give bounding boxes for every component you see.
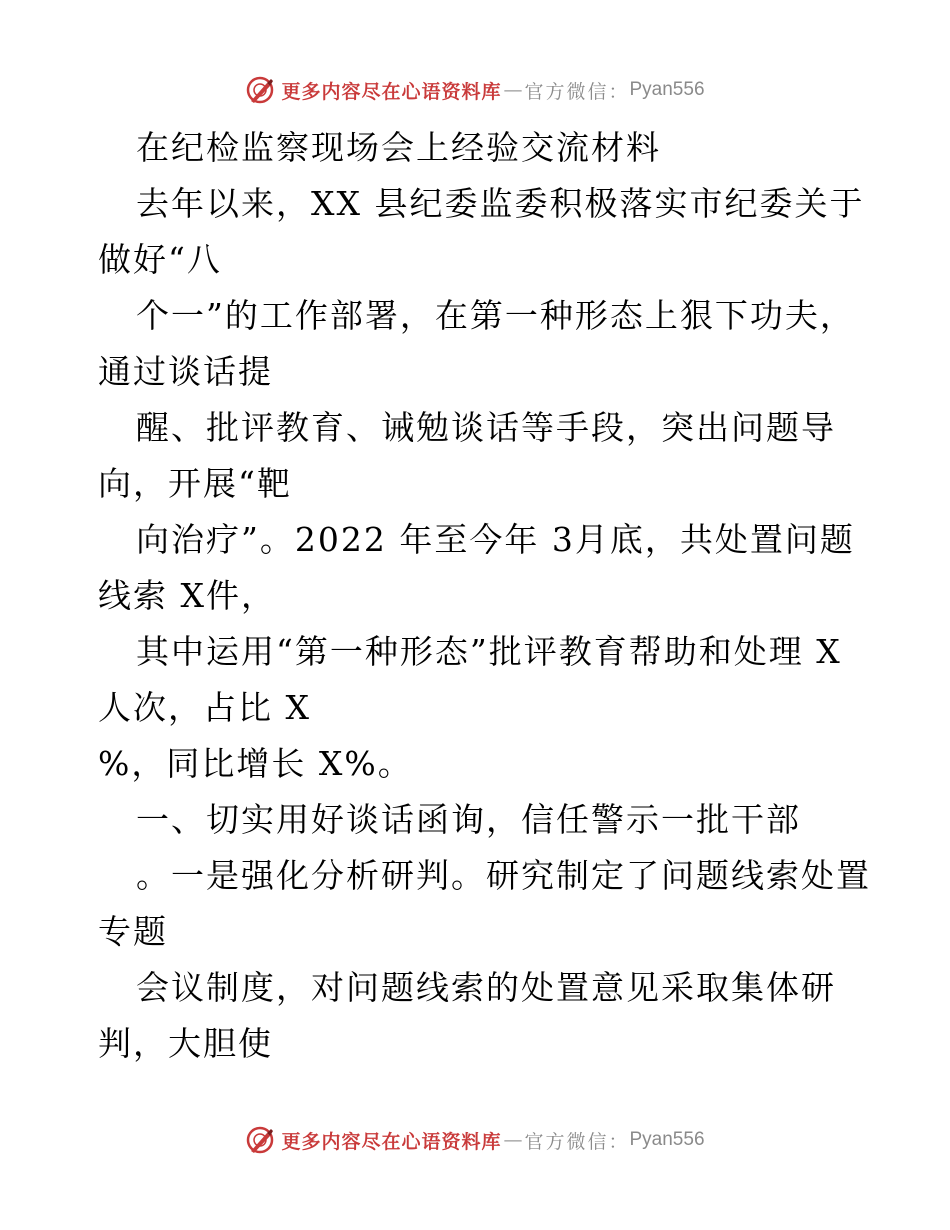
doc-line: 通过谈话提 — [98, 352, 273, 391]
doc-line: 。一是强化分析研判。研究制定了问题线索处置 — [136, 856, 871, 895]
banner-wechat-label: 官方微信： — [524, 1130, 630, 1153]
doc-line: 做好“八 — [98, 240, 222, 279]
doc-line: 专题 — [98, 912, 168, 951]
doc-line: 向，开展“靶 — [98, 464, 292, 503]
doc-line: 人次，占比 X — [98, 688, 311, 727]
doc-line: 会议制度，对问题线索的处置意见采取集体研 — [136, 968, 836, 1007]
banner-separator: — — [503, 79, 523, 101]
banner-brand-text: 更多内容尽在心语资料库 — [281, 1130, 502, 1153]
doc-line: 醒、批评教育、诫勉谈话等手段，突出问题导 — [136, 408, 836, 447]
header-banner — [0, 70, 950, 110]
doc-line: 个一”的工作部署，在第一种形态上狠下功夫， — [136, 296, 855, 335]
doc-line: 去年以来，XX 县纪委监委积极落实市纪委关于 — [136, 184, 865, 223]
document-body — [98, 120, 871, 1072]
banner-account: Pyan556 — [629, 79, 705, 100]
doc-line: 其中运用“第一种形态”批评教育帮助和处理 X — [136, 632, 842, 671]
pen-seal-logo-icon — [245, 1125, 275, 1155]
doc-line: 向治疗”。2022 年至今年 3月底，共处置问题 — [136, 520, 855, 559]
banner-brand-text: 更多内容尽在心语资料库 — [281, 80, 502, 103]
banner-account: Pyan556 — [629, 1129, 705, 1150]
doc-line: 线索 X件， — [98, 576, 276, 615]
banner-wechat-label: 官方微信： — [524, 80, 630, 103]
doc-line: %，同比增长 X%。 — [98, 744, 413, 783]
banner-separator: — — [503, 1129, 523, 1151]
footer-banner — [0, 1120, 950, 1160]
section-heading: 一、切实用好谈话函询，信任警示一批干部 — [136, 800, 801, 839]
doc-line: 判，大胆使 — [98, 1024, 273, 1063]
pen-seal-logo-icon — [245, 75, 275, 105]
doc-title: 在纪检监察现场会上经验交流材料 — [136, 128, 661, 167]
